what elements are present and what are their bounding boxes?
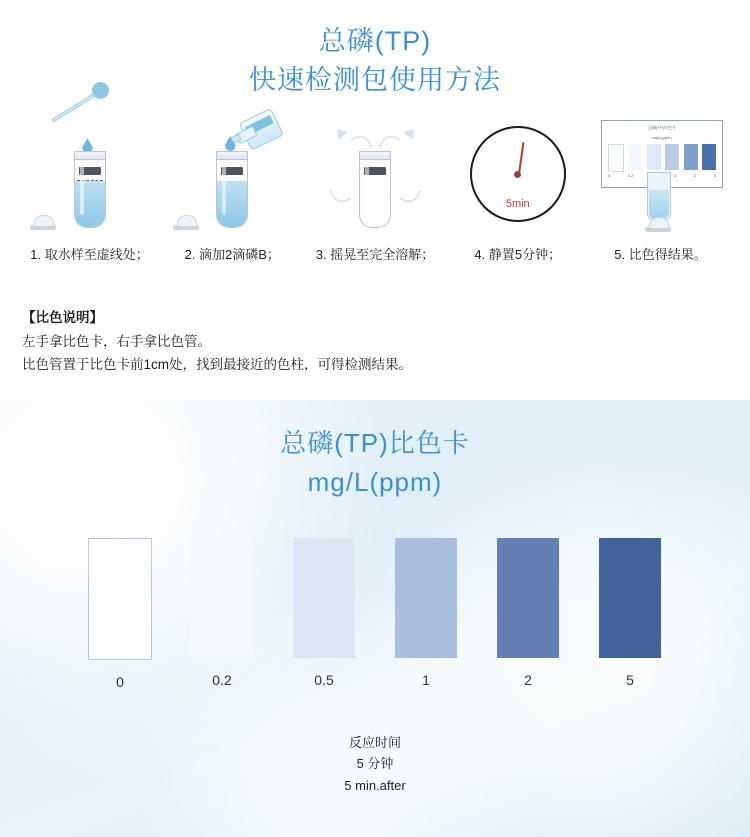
- swatch-value-label: 5: [626, 672, 634, 688]
- swatch-column: [599, 538, 661, 690]
- clock-icon: [470, 126, 566, 222]
- mini-card-number: 2: [693, 173, 697, 179]
- color-swatch: [497, 538, 559, 658]
- test-tube-icon: [74, 151, 106, 228]
- step-5-caption: 5. 比色得结果。: [614, 247, 707, 263]
- step-1-caption: 1. 取水样至虚线处；: [30, 247, 149, 263]
- color-card-title-line2: mg/L(ppm): [307, 467, 443, 497]
- clock-center-dot: [514, 171, 521, 178]
- mini-swatch: [684, 144, 698, 170]
- step-4: [450, 112, 585, 263]
- test-tube-icon: [216, 151, 248, 228]
- color-card-section: [0, 400, 750, 837]
- color-comparison-instructions: [22, 306, 728, 377]
- reaction-time-value-en: 5 min.after: [344, 777, 406, 793]
- step-2-caption: 2. 滴加2滴磷B；: [184, 247, 280, 263]
- step-5: [593, 112, 728, 263]
- tube-stand-icon: [30, 214, 56, 230]
- mini-card-number: 1: [674, 173, 677, 179]
- color-card-title-line1: 总磷(TP)比色卡: [280, 428, 470, 458]
- mini-card-number: 0.2: [627, 173, 634, 179]
- clock-time-label: 5min: [505, 198, 530, 211]
- swatch-value-label: 0: [116, 674, 124, 690]
- color-swatch: [395, 538, 457, 658]
- color-swatch: [599, 538, 661, 658]
- step-2: [165, 112, 300, 263]
- mini-card-title-line1: 总磷(TP)比色卡: [648, 125, 676, 131]
- mini-swatch: [608, 144, 624, 172]
- reaction-time-note: [0, 732, 750, 796]
- mini-swatch: [665, 144, 679, 170]
- shake-arrow-right-icon: [403, 125, 418, 140]
- page-title-line2: 快速检测包使用方法: [249, 65, 501, 96]
- color-swatch: [88, 538, 152, 660]
- swatch-column: [191, 538, 253, 690]
- tube-stand-icon: [645, 216, 671, 232]
- step-4-caption: 4. 静置5分钟；: [474, 247, 562, 263]
- color-swatch: [293, 538, 355, 658]
- swatch-column: [395, 538, 457, 690]
- comparison-tube-body: [647, 172, 671, 222]
- shake-arrow-left-icon: [332, 125, 347, 140]
- tube-stand-icon: [173, 214, 199, 230]
- steps-row: [0, 112, 750, 263]
- swatch-column: [89, 538, 151, 690]
- swatch-column: [293, 538, 355, 690]
- step-2-illustration: [165, 112, 300, 232]
- usage-instructions-section: [0, 0, 750, 400]
- instructions-line-1: 左手拿比色卡，右手拿比色管。: [22, 333, 211, 349]
- step-3-illustration: [308, 112, 443, 232]
- comparison-tube-icon: [647, 172, 669, 232]
- tube-highlight: [222, 165, 226, 215]
- page-title-line1: 总磷(TP): [318, 26, 432, 56]
- swatch-value-label: 0.2: [212, 672, 232, 688]
- step-3: [308, 112, 443, 263]
- clock-hand-part: [518, 142, 524, 174]
- step-5-illustration: [593, 112, 728, 232]
- step-1-illustration: [22, 112, 157, 232]
- step-3-caption: 3. 摇晃至完全溶解；: [315, 247, 435, 263]
- reaction-time-value-cn: 5 分钟: [356, 756, 394, 772]
- tube-highlight: [365, 165, 369, 215]
- mini-card-title-line2: mg/L(ppm): [652, 135, 672, 141]
- step-4-illustration: [450, 112, 585, 232]
- mini-swatch: [628, 144, 642, 170]
- swatch-value-label: 2: [524, 672, 532, 688]
- swatch-column: [497, 538, 559, 690]
- tube-highlight: [80, 165, 84, 215]
- color-card-title: [0, 400, 750, 502]
- mini-card-swatch-row: [602, 141, 722, 172]
- tube-cap-part: [359, 151, 391, 160]
- step-1: [22, 112, 157, 263]
- tube-cap-part: [74, 151, 106, 160]
- mini-card-number: 5: [713, 173, 716, 179]
- instructions-line-2: 比色管置于比色卡前1cm处，找到最接近的色柱，可得检测结果。: [22, 357, 413, 373]
- mini-swatch: [702, 144, 716, 170]
- color-swatch: [191, 538, 253, 658]
- tube-cap-part: [216, 151, 248, 160]
- mini-card-number: 0: [608, 173, 611, 179]
- instructions-header: 【比色说明】: [22, 310, 103, 325]
- mini-swatch: [647, 144, 661, 170]
- swatch-value-label: 1: [422, 672, 430, 688]
- test-tube-icon: [359, 151, 391, 228]
- swatch-row: [0, 538, 750, 690]
- swatch-value-label: 0.5: [314, 672, 334, 688]
- page-title: [0, 0, 750, 100]
- reaction-time-label: 反应时间: [348, 735, 401, 750]
